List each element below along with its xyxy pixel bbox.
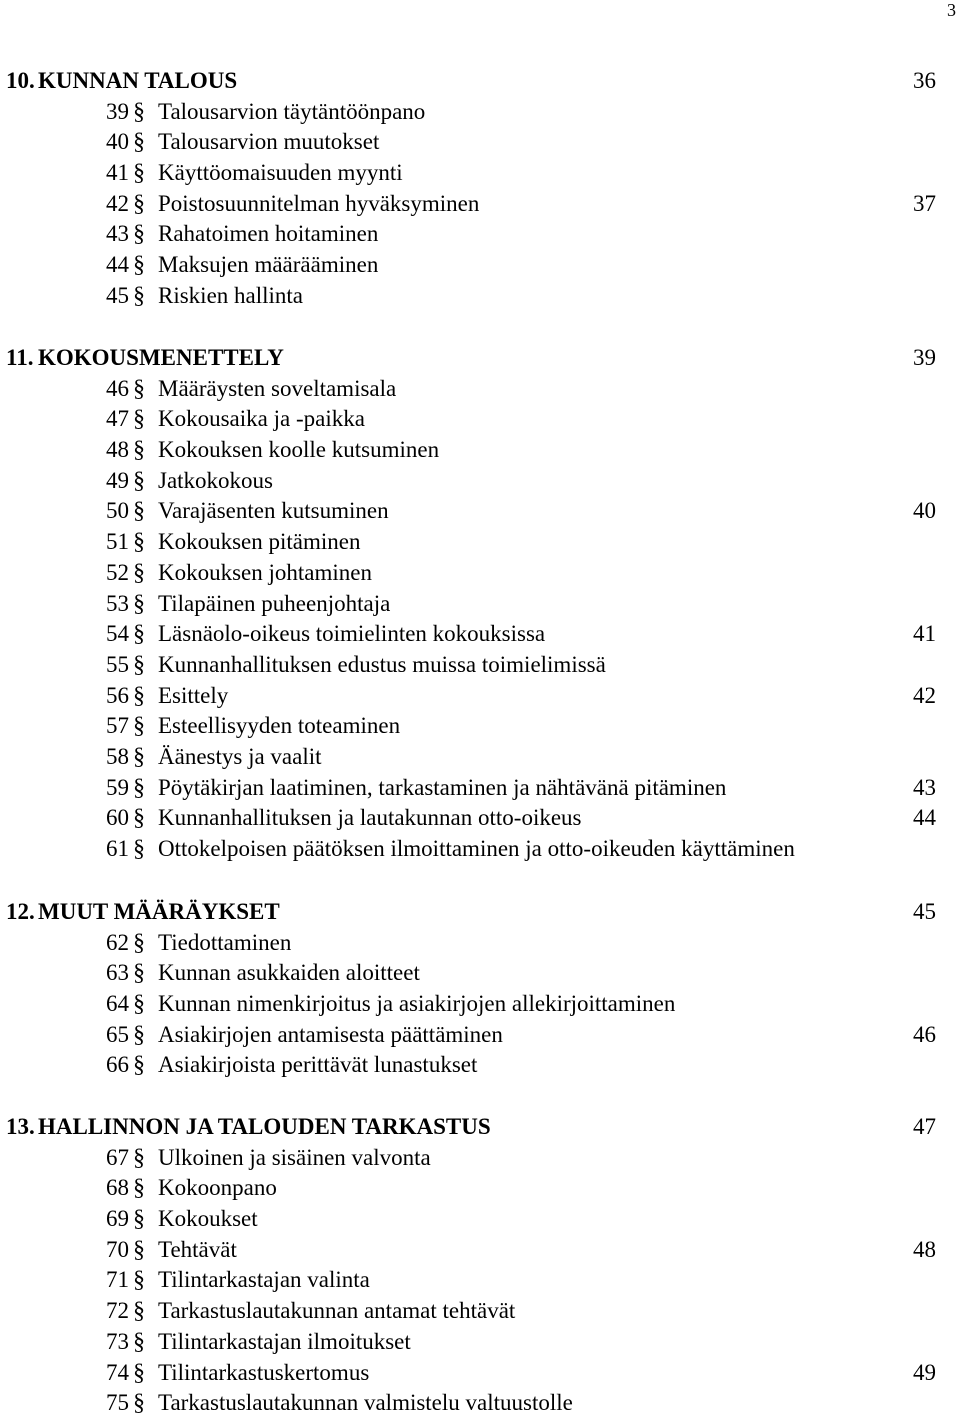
- section-sign-icon: §: [133, 1175, 145, 1202]
- section-number: 10.: [6, 68, 35, 93]
- item-number: 67: [106, 1144, 129, 1170]
- toc-item: [0, 1327, 960, 1358]
- item-number: 50: [106, 498, 129, 524]
- item-number: 58: [106, 743, 129, 769]
- item-title: Määräysten soveltamisala: [158, 375, 397, 401]
- item-number: 73: [106, 1328, 129, 1354]
- item-number: 59: [106, 774, 129, 800]
- item-title: Esittely: [158, 682, 229, 708]
- item-number: 75: [106, 1390, 129, 1416]
- item-title: Kunnanhallituksen edustus muissa toimielimissä: [158, 651, 606, 677]
- item-title: Tilintarkastajan valinta: [158, 1267, 370, 1293]
- item-title: Läsnäolo-oikeus toimielinten kokouksissa: [158, 621, 546, 647]
- section-sign-icon: §: [133, 1206, 145, 1233]
- item-title: Rahatoimen hoitaminen: [158, 221, 379, 247]
- section-title: KUNNAN TALOUS: [38, 68, 238, 93]
- toc-item: [0, 711, 960, 742]
- item-number: 57: [106, 713, 129, 739]
- item-title: Poistosuunnitelman hyväksyminen: [158, 190, 480, 216]
- item-number: 39: [106, 98, 129, 124]
- section-sign-icon: §: [133, 774, 145, 801]
- toc-item: [0, 97, 960, 128]
- section-sign-icon: §: [133, 836, 145, 862]
- section-sign-icon: §: [133, 498, 145, 525]
- toc-item: [0, 681, 960, 712]
- item-title: Pöytäkirjan laatiminen, tarkastaminen ja nähtävänä pitäminen: [158, 774, 727, 800]
- section-sign-icon: §: [133, 743, 145, 770]
- toc-item: [0, 374, 960, 405]
- toc-item: [0, 1265, 960, 1296]
- item-page-ref: 43: [913, 774, 936, 800]
- item-number: 52: [106, 559, 129, 585]
- item-title: Ottokelpoisen päätöksen ilmoittaminen ja otto-oikeuden käyttäminen: [158, 836, 795, 861]
- item-title: Kunnanhallituksen ja lautakunnan otto-oikeus: [158, 805, 582, 831]
- item-title: Tarkastuslautakunnan valmistelu valtuustolle: [158, 1390, 573, 1416]
- toc-item: [0, 127, 960, 158]
- item-number: 60: [106, 805, 129, 831]
- toc-item: [0, 527, 960, 558]
- section-sign-icon: §: [133, 529, 145, 556]
- toc-item: [0, 834, 960, 865]
- section-sign-icon: §: [133, 929, 145, 956]
- item-title: Tilintarkastajan ilmoitukset: [158, 1328, 411, 1354]
- toc-item: [0, 803, 960, 834]
- toc-item: [0, 404, 960, 435]
- item-title: Kunnan nimenkirjoitus ja asiakirjojen allekirjoittaminen: [158, 991, 676, 1017]
- section-page-ref: 47: [913, 1114, 936, 1139]
- toc-item: [0, 466, 960, 497]
- item-page-ref: 46: [913, 1021, 936, 1047]
- section-sign-icon: §: [133, 805, 145, 832]
- item-number: 68: [106, 1175, 129, 1201]
- toc-item: [0, 650, 960, 681]
- item-number: 65: [106, 1021, 129, 1047]
- section-sign-icon: §: [133, 375, 145, 402]
- section-title: MUUT MÄÄRÄYKSET: [38, 899, 280, 924]
- toc-item: [0, 742, 960, 773]
- toc-item: [0, 189, 960, 220]
- section-sign-icon: §: [133, 1267, 145, 1294]
- item-title: Äänestys ja vaalit: [158, 743, 322, 769]
- item-number: 45: [106, 282, 129, 308]
- section-sign-icon: §: [133, 221, 145, 248]
- item-title: Tehtävät: [158, 1236, 237, 1262]
- toc-section: [0, 1112, 960, 1419]
- item-title: Tilintarkastuskertomus: [158, 1359, 370, 1385]
- section-sign-icon: §: [133, 1298, 145, 1325]
- section-sign-icon: §: [133, 991, 145, 1018]
- toc-item: [0, 219, 960, 250]
- section-sign-icon: §: [133, 1359, 145, 1386]
- toc-item: [0, 619, 960, 650]
- toc-item: [0, 589, 960, 620]
- item-number: 41: [106, 160, 129, 186]
- item-page-ref: 42: [913, 682, 936, 708]
- toc-section: [0, 66, 960, 312]
- item-number: 62: [106, 929, 129, 955]
- item-title: Talousarvion muutokset: [158, 129, 380, 155]
- toc-item: [0, 250, 960, 281]
- toc-item: [0, 928, 960, 959]
- section-sign-icon: §: [133, 467, 145, 494]
- item-title: Kunnan asukkaiden aloitteet: [158, 960, 420, 986]
- item-title: Ulkoinen ja sisäinen valvonta: [158, 1144, 431, 1170]
- item-title: Kokousaika ja -paikka: [158, 406, 365, 432]
- item-number: 42: [106, 190, 129, 216]
- toc-item: [0, 158, 960, 189]
- item-page-ref: 41: [913, 621, 936, 647]
- item-number: 71: [106, 1267, 129, 1293]
- item-title: Kokouksen pitäminen: [158, 529, 361, 555]
- section-sign-icon: §: [133, 160, 145, 187]
- section-sign-icon: §: [133, 190, 145, 217]
- item-number: 69: [106, 1206, 129, 1232]
- section-page-ref: 39: [913, 345, 936, 370]
- toc-item: [0, 958, 960, 989]
- toc-item: [0, 1020, 960, 1051]
- toc-section: [0, 343, 960, 865]
- item-title: Varajäsenten kutsuminen: [158, 498, 389, 524]
- section-number: 11.: [6, 345, 34, 370]
- item-title: Asiakirjojen antamisesta päättäminen: [158, 1021, 503, 1047]
- section-sign-icon: §: [133, 559, 145, 586]
- section-sign-icon: §: [133, 621, 145, 648]
- toc-item: [0, 1204, 960, 1235]
- item-title: Riskien hallinta: [158, 282, 304, 308]
- item-page-ref: 40: [913, 498, 936, 524]
- section-sign-icon: §: [133, 1021, 145, 1048]
- toc-item: [0, 1296, 960, 1327]
- section-page-ref: 45: [913, 899, 936, 924]
- section-title: HALLINNON JA TALOUDEN TARKASTUS: [38, 1114, 491, 1139]
- item-title: Jatkokokous: [158, 467, 273, 493]
- item-title: Asiakirjoista perittävät lunastukset: [158, 1052, 478, 1078]
- item-number: 61: [106, 836, 129, 861]
- section-number: 13.: [6, 1114, 35, 1139]
- item-number: 47: [106, 406, 129, 432]
- item-title: Kokoonpano: [158, 1175, 277, 1201]
- item-number: 48: [106, 437, 129, 463]
- section-page-ref: 36: [913, 68, 936, 93]
- section-sign-icon: §: [133, 651, 145, 678]
- toc-item: [0, 1235, 960, 1266]
- section-sign-icon: §: [133, 1052, 145, 1079]
- section-sign-icon: §: [133, 406, 145, 433]
- section-title: KOKOUSMENETTELY: [38, 345, 284, 370]
- toc-item: [0, 1173, 960, 1204]
- item-number: 51: [106, 529, 129, 555]
- section-sign-icon: §: [133, 1328, 145, 1355]
- section-heading: [0, 897, 960, 928]
- item-title: Kokouksen johtaminen: [158, 559, 372, 585]
- item-number: 40: [106, 129, 129, 155]
- section-heading: [0, 66, 960, 97]
- item-number: 54: [106, 621, 129, 647]
- toc-item: [0, 1143, 960, 1174]
- item-number: 43: [106, 221, 129, 247]
- section-sign-icon: §: [133, 1236, 145, 1263]
- section-sign-icon: §: [133, 682, 145, 709]
- section-sign-icon: §: [133, 713, 145, 740]
- toc-item: [0, 1388, 960, 1419]
- item-number: 74: [106, 1359, 129, 1385]
- item-title: Käyttöomaisuuden myynti: [158, 160, 403, 186]
- item-number: 55: [106, 651, 129, 677]
- toc-item: [0, 1050, 960, 1081]
- section-number: 12.: [6, 899, 35, 924]
- item-number: 56: [106, 682, 129, 708]
- item-number: 72: [106, 1298, 129, 1324]
- item-title: Maksujen määrääminen: [158, 252, 379, 278]
- item-number: 44: [106, 252, 129, 278]
- item-number: 63: [106, 960, 129, 986]
- toc-item: [0, 435, 960, 466]
- toc-item: [0, 989, 960, 1020]
- toc-item: [0, 558, 960, 589]
- toc-item: [0, 773, 960, 804]
- item-page-ref: 49: [913, 1359, 936, 1385]
- item-number: 46: [106, 375, 129, 401]
- item-number: 53: [106, 590, 129, 616]
- section-sign-icon: §: [133, 129, 145, 156]
- toc-section: [0, 897, 960, 1081]
- item-title: Tiedottaminen: [158, 929, 292, 955]
- item-number: 66: [106, 1052, 129, 1078]
- section-heading: [0, 1112, 960, 1143]
- section-sign-icon: §: [133, 590, 145, 617]
- section-sign-icon: §: [133, 252, 145, 279]
- section-sign-icon: §: [133, 1390, 145, 1417]
- item-number: 49: [106, 467, 129, 493]
- toc-item: [0, 281, 960, 312]
- item-title: Kokoukset: [158, 1206, 258, 1232]
- toc-item: [0, 1358, 960, 1389]
- item-page-ref: 48: [913, 1236, 936, 1262]
- item-number: 70: [106, 1236, 129, 1262]
- page-number: 3: [947, 0, 956, 20]
- item-title: Kokouksen koolle kutsuminen: [158, 437, 440, 463]
- item-page-ref: 44: [913, 805, 936, 831]
- section-sign-icon: §: [133, 960, 145, 987]
- section-sign-icon: §: [133, 437, 145, 464]
- item-title: Esteellisyyden toteaminen: [158, 713, 401, 739]
- section-sign-icon: §: [133, 98, 145, 125]
- item-page-ref: 37: [913, 190, 936, 216]
- section-heading: [0, 343, 960, 374]
- item-title: Talousarvion täytäntöönpano: [158, 98, 426, 124]
- item-title: Tarkastuslautakunnan antamat tehtävät: [158, 1298, 516, 1324]
- item-number: 64: [106, 991, 129, 1017]
- toc-item: [0, 496, 960, 527]
- item-title: Tilapäinen puheenjohtaja: [158, 590, 391, 616]
- section-sign-icon: §: [133, 1144, 145, 1171]
- section-sign-icon: §: [133, 282, 145, 309]
